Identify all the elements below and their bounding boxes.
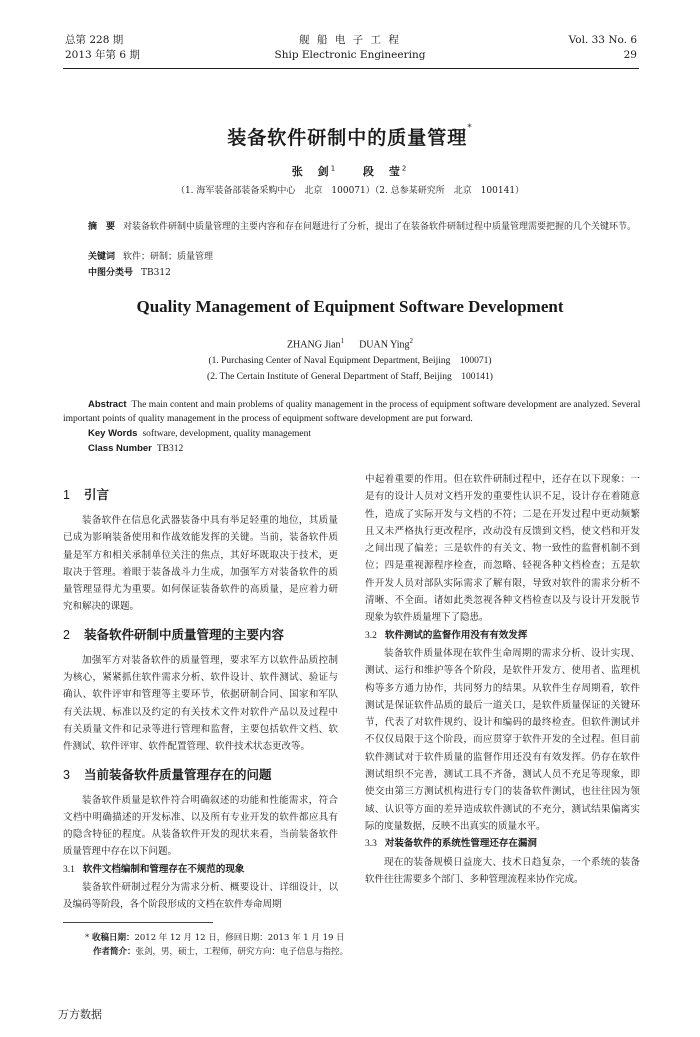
section-number: 1 <box>63 488 70 502</box>
authors-zh <box>0 163 700 179</box>
abstract-en <box>63 398 643 426</box>
page-number: 29 <box>623 49 637 61</box>
affiliations-zh: （1. 海军装备部装备采购中心 北京 100071）（2. 总参某研究所 北京 100141） <box>175 186 525 196</box>
author-1-en: ZHANG Jian <box>286 339 341 351</box>
section-title: 引言 <box>83 487 109 502</box>
class-label-en: Class Number <box>88 443 152 454</box>
section-number: 3 <box>63 767 70 782</box>
subsection-title: 对装备软件的系统性管理还存在漏洞 <box>384 838 537 850</box>
paragraph: 现在的装备规模日益庞大、技术日趋复杂，一个系统的装备软件往往需要多个部门、多种管理流程来协作完成。 <box>365 856 640 885</box>
volume-number: Vol. 33 No. 6 <box>568 34 637 46</box>
subsection-heading <box>365 627 640 645</box>
class-number-zh <box>88 266 171 280</box>
journal-name-en: Ship Electronic Engineering <box>274 49 426 61</box>
subsection-number: 3.1 <box>63 864 75 875</box>
title-en: Quality Management of Equipment Software Development <box>136 297 564 316</box>
section-title: 装备软件研制中质量管理的主要内容 <box>83 626 284 642</box>
class-label-zh: 中图分类号 <box>88 268 134 278</box>
section-title: 当前装备软件质量管理存在的问题 <box>83 766 272 782</box>
section-heading <box>63 764 338 786</box>
footnote-author <box>85 946 348 959</box>
footnote-author-text: 张剑，男，硕士，工程师，研究方向：电子信息与指控。 <box>135 947 349 957</box>
body-column-left <box>63 476 338 914</box>
paragraph: 加强军方对装备软件的质量管理，要求军方以软件品质控制为核心，紧紧抓住软件需求分析、软件设计、软件测试、验证与确认、软件评审和管理等主要环节，依据研制合同、国家和军队有关法规、标准以及约定的有关技术文件对软件产品以及过程中有关质量文件和记录等进行管理和监督，主要包括软件文档、软件测试、软件评审、软件配置管理、软件技术状态更改等。 <box>63 654 338 753</box>
section-heading <box>63 624 338 646</box>
section-heading <box>63 484 338 506</box>
issue-year: 2013 年第 6 期 <box>65 49 140 61</box>
author-2-en: DUAN Ying <box>359 339 410 351</box>
keywords-text-en: software, development, quality management <box>142 429 312 439</box>
title-footnote-mark: * <box>467 123 473 133</box>
header-rule <box>63 68 639 69</box>
footnote-dates <box>85 932 345 945</box>
body-column-right <box>365 471 640 888</box>
author-2-sup: 2 <box>401 164 409 173</box>
author-2-zh: 段 莹 <box>362 165 402 178</box>
abstract-label-en: Abstract <box>88 399 127 410</box>
subsection-heading <box>63 861 338 879</box>
class-value-zh: TB312 <box>141 268 171 278</box>
authors-en <box>0 337 700 350</box>
author-1-sup: 1 <box>330 164 338 173</box>
title-zh <box>0 123 700 150</box>
author-2-en-sup: 2 <box>409 337 414 345</box>
abstract-text-zh: 对装备软件研制中质量管理的主要内容和存在问题进行了分析，提出了在装备软件研制过程中质量管理需要把握的几个关键环节。 <box>123 222 637 232</box>
journal-name-zh: 舰 船 电 子 工 程 <box>299 34 401 46</box>
keywords-label-zh: 关键词 <box>88 252 116 262</box>
keywords-en <box>88 428 311 439</box>
footnote-dates-text: 2012 年 12 月 12 日，修回日期：2013 年 1 月 19 日 <box>134 933 345 943</box>
paragraph: 装备软件在信息化武器装备中具有举足轻重的地位，其质量已成为影响装备使用和作战效能发挥的关键。当前，装备软件质量是军方和相关承制单位关注的焦点，其好坏既取决于技术，更取决于管理。着眼于装备战斗力生成，加强军方对装备软件的质量管理显得尤为重要。如何保证装备软件的高质量，是应着力研究和解决的课题。 <box>63 515 338 613</box>
paragraph: 装备软件质量是软件符合明确叙述的功能和性能需求，符合文档中明确描述的开发标准、以及所有专业开发的软件都应具有的隐含特征的程度。从装备软件开发的现状来看，当前装备软件质量管理中存在以下问题。 <box>63 794 338 858</box>
paragraph: 装备软件研制过程分为需求分析、概要设计、详细设计，以及编码等阶段，各个阶段形成的文档在软件寿命周期 <box>63 882 338 911</box>
keywords-zh <box>88 250 213 264</box>
class-value-en: TB312 <box>156 444 184 454</box>
subsection-number: 3.2 <box>365 630 377 641</box>
abstract-label-zh: 摘 要 <box>88 222 116 232</box>
subsection-number: 3.3 <box>365 839 377 850</box>
volume-info <box>569 33 637 63</box>
abstract-text-en: The main content and main problems of quality management in the process of equipment software development are analyzed. Several important points of quality management in the process of equipment software development are put forward. <box>63 400 641 424</box>
keywords-label-en: Key Words <box>88 428 138 439</box>
watermark: 万方数据 <box>58 1008 102 1021</box>
paragraph: 装备软件质量体现在软件生命周期的需求分析、设计实现、测试、运行和维护等各个阶段，是软件开发方、使用者、监理机构等多方通力协作，共同努力的结果。从软件生存周期看，软件测试是保证软件品质的最后一道关口，是软件质量保证的关键环节，代表了对软件规约、设计和编码的最终检查。但软件测试并不仅仅局限于这个阶段，而应贯穿于软件开发的全过程。但目前软件测试对于软件质量的监督作用还没有有效发挥。仍存在软件测试组织不完善，测试工具不齐备，测试人员不充足等现象，即使交由第三方测试机构进行专门的装备软件测试，也往往因为领域、认识等方面的差异造成软件测试的不充分，测试结果偏离实际的度量数据，反映不出真实的质量水平。 <box>365 647 640 832</box>
subsection-title: 软件测试的监督作用没有有效发挥 <box>384 629 528 641</box>
author-1-en-sup: 1 <box>340 337 345 345</box>
affiliation-en-2: (2. The Certain Institute of General Department of Staff, Beijing 100141) <box>207 372 493 382</box>
paragraph-continued: 中起着重要的作用。但在软件研制过程中，还存在以下现象：一是有的设计人员对文档开发的重要性认识不足，设计存在着随意性，造成了实际开发与文档的不符；二是在开发过程中更动频繁且又未严格执行更改程序，改动没有反馈到文档，使文档和开发之间出现了偏差；三是软件的有关文、物一致性的监督机制不到位；四是重视源程序检查，而忽略、轻视各种文档检查；五是软件开发人员对部队实际需求了解有限，导致对软件的需求分析不清晰、不全面。诸如此类忽视各种文档检查以及与设计开发脱节现象为软件质量埋下了隐患。 <box>365 474 640 624</box>
subsection-title: 软件文档编制和管理存在不规范的现象 <box>82 863 245 875</box>
author-1-zh: 张 剑 <box>291 165 331 178</box>
section-number: 2 <box>63 627 70 642</box>
keywords-text-zh: 软件；研制；质量管理 <box>123 252 214 262</box>
subsection-heading <box>365 835 640 853</box>
abstract-zh <box>63 220 643 235</box>
issue-total: 总第 228 期 <box>65 34 124 46</box>
affiliation-en-1: (1. Purchasing Center of Naval Equipment Department, Beijing 100071) <box>208 356 492 366</box>
footnote-author-label: 作者简介： <box>93 947 136 957</box>
footnote-rule <box>63 922 213 923</box>
footnote-dates-label: 收稿日期： <box>91 933 135 943</box>
class-number-en <box>88 443 183 454</box>
title-zh-text: 装备软件研制中的质量管理 <box>227 127 468 149</box>
footnote-mark: * <box>85 933 90 943</box>
